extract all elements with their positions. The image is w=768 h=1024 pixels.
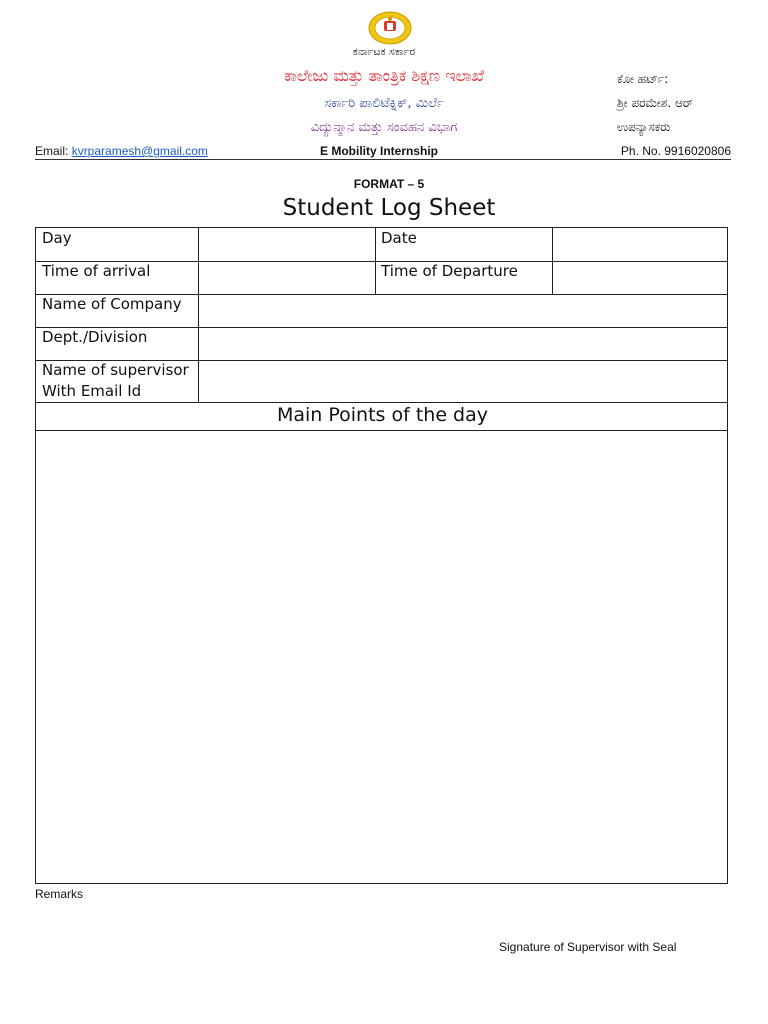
government-name: ಕರ್ನಾಟಕ ಸರ್ಕಾರ (352, 45, 416, 58)
page-title: Student Log Sheet (282, 195, 496, 221)
date-label: Date (381, 229, 417, 247)
row-divider (36, 402, 727, 403)
program-title: E Mobility Internship (320, 144, 439, 158)
dept-field[interactable] (204, 327, 723, 360)
main-points-heading: Main Points of the day (276, 404, 489, 426)
column-divider (552, 228, 553, 294)
column-divider (375, 228, 376, 294)
column-divider (198, 228, 199, 402)
coordinator-name: ಶ್ರೀ ಪರಮೇಶ. ಆರ್ (617, 96, 694, 110)
signature-label: Signature of Supervisor with Seal (499, 940, 677, 954)
karnataka-emblem-icon (368, 11, 412, 45)
format-label: FORMAT – 5 (353, 177, 425, 191)
header-divider (35, 159, 731, 160)
day-label: Day (42, 229, 72, 247)
supervisor-field[interactable] (204, 360, 723, 402)
college-name: ಸರ್ಕಾರಿ ಪಾಲಿಟೆಕ್ನಿಕ್, ಮಿರ್ಲೆ (324, 96, 444, 111)
coordinator-label: ಕೋ ಹರ್ಟ್: (617, 72, 669, 86)
email-line (35, 144, 208, 158)
arrival-label: Time of arrival (42, 262, 151, 280)
branch-name: ವಿದ್ಯುನ್ಮಾನ ಮತ್ತು ಸಂವಹನ ವಿಭಾಗ (310, 120, 458, 135)
supervisor-label-line1: Name of supervisor (42, 361, 189, 379)
email-label: Email: (35, 144, 69, 158)
date-field[interactable] (558, 228, 723, 261)
arrival-field[interactable] (204, 261, 369, 294)
department-name: ಕಾಲೇಜು ಮತ್ತು ತಾಂತ್ರಿಕ ಶಿಕ್ಷಣ ಇಲಾಖೆ (284, 66, 484, 85)
row-divider (36, 430, 727, 431)
company-field[interactable] (204, 294, 723, 327)
coordinator-role: ಉಪನ್ಯಾಸಕರು (617, 120, 671, 134)
supervisor-label-line2: With Email Id (42, 382, 142, 400)
company-label: Name of Company (42, 295, 182, 313)
departure-field[interactable] (558, 261, 723, 294)
dept-label: Dept./Division (42, 328, 148, 346)
departure-label: Time of Departure (381, 262, 518, 280)
main-points-area[interactable] (42, 436, 723, 876)
phone-number: Ph. No. 9916020806 (620, 144, 731, 158)
email-link[interactable]: kvrparamesh@gmail.com (71, 144, 208, 158)
remarks-label: Remarks (35, 887, 84, 901)
log-sheet-table (35, 227, 728, 884)
day-field[interactable] (204, 228, 369, 261)
